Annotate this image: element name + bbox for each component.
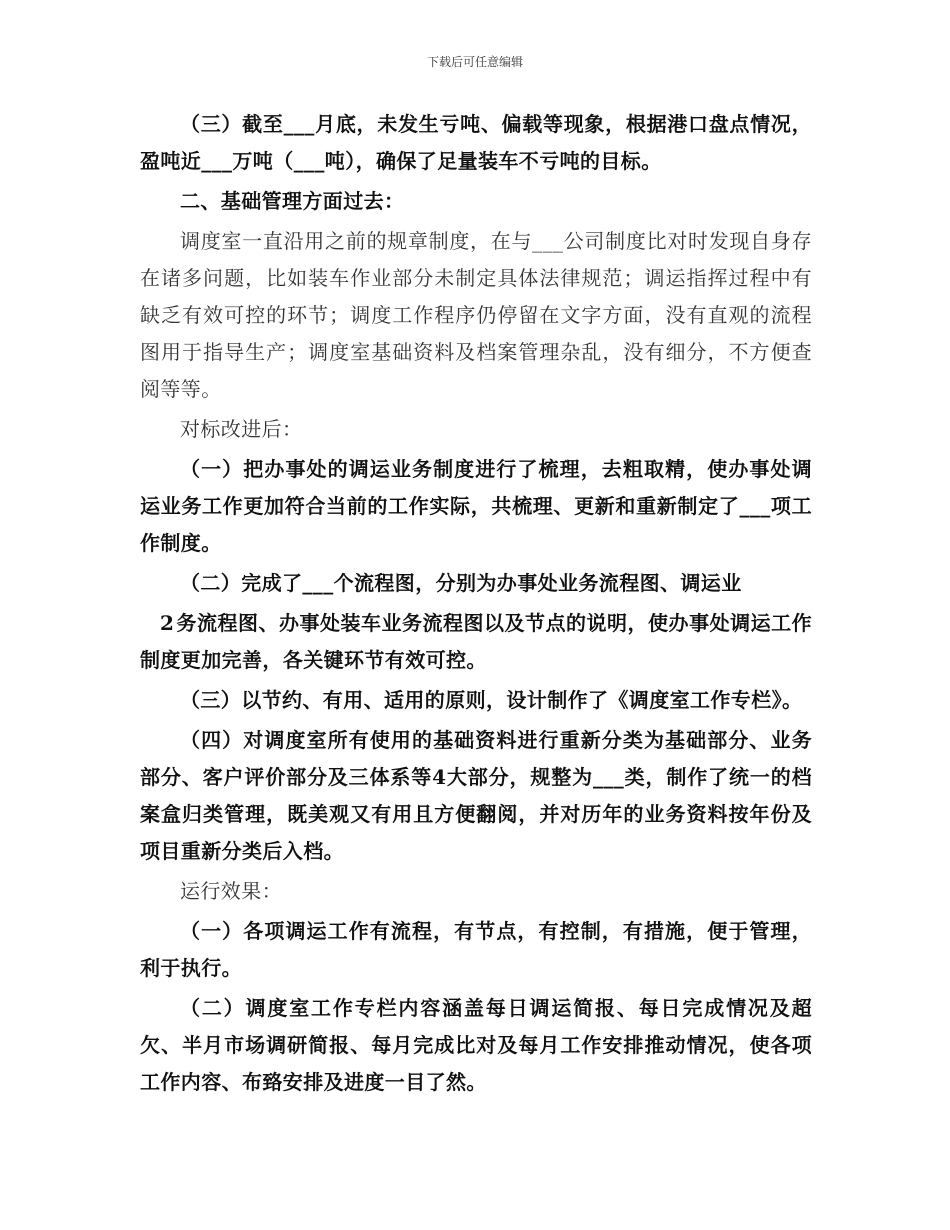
paragraph-improvement-four: （四）对调度室所有使用的基础资料进行重新分类为基础部分、业务部分、客户评价部分及三体系等4大部分，规整为___类，制作了统一的档案盒归类管理，既美观又有用且方便翻阅，并对历年的业务资料按年份及项目重新分类后入档。 — [140, 728, 812, 863]
subheading-after-improvement: 对标改进后： — [180, 417, 303, 441]
section-heading-basic-management: 二、基础管理方面过去： — [180, 189, 405, 213]
paragraph-before: 调度室一直沿用之前的规章制度，在与___公司制度比对时发现自身存在诸多问题，比如装车作业部分未制定具体法律规范；调运指挥过程中有缺乏有效可控的环节；调度工作程序仍停留在文字方面，没有直观的流程图用于指导生产；调度室基础资料及档案管理杂乱，没有细分，不方便查阅等等。 — [140, 229, 812, 401]
paragraph-stat-three: （三）截至___月底，未发生亏吨、偏载等现象，根据港口盘点情况，盈吨近___万吨（___吨），确保了足量装车不亏吨的目标。 — [140, 112, 812, 173]
paragraph-improvement-two-cont — [140, 605, 812, 679]
page-number-marker: 2 — [160, 611, 175, 635]
paragraph-result-two: （二）调度室工作专栏内容涵盖每日调运简报、每日完成情况及超欠、半月市场调研简报、每月完成比对及每月工作安排推动情况，使各项工作内容、布臵安排及进度一目了然。 — [140, 996, 812, 1094]
paragraph-improvement-two-text: 务流程图、办事处装车业务流程图以及节点的说明，使办事处调运工作制度更加完善，各关键环节有效可控。 — [140, 611, 812, 672]
paragraph-improvement-two-start: （二）完成了___个流程图，分别为办事处业务流程图、调运业 — [180, 571, 742, 595]
paragraph-improvement-one: （一）把办事处的调运业务制度进行了梳理，去粗取精，使办事处调运业务工作更加符合当前的工作实际，共梳理、更新和重新制定了___项工作制度。 — [140, 457, 812, 555]
subheading-results: 运行效果： — [180, 879, 282, 903]
paragraph-result-one: （一）各项调运工作有流程，有节点，有控制，有措施，便于管理，利于执行。 — [140, 919, 812, 980]
paragraph-improvement-three: （三）以节约、有用、适用的原则，设计制作了《调度室工作专栏》。 — [180, 688, 803, 712]
document-body — [140, 106, 812, 1101]
page-header: 下载后可任意编辑 — [426, 55, 523, 69]
